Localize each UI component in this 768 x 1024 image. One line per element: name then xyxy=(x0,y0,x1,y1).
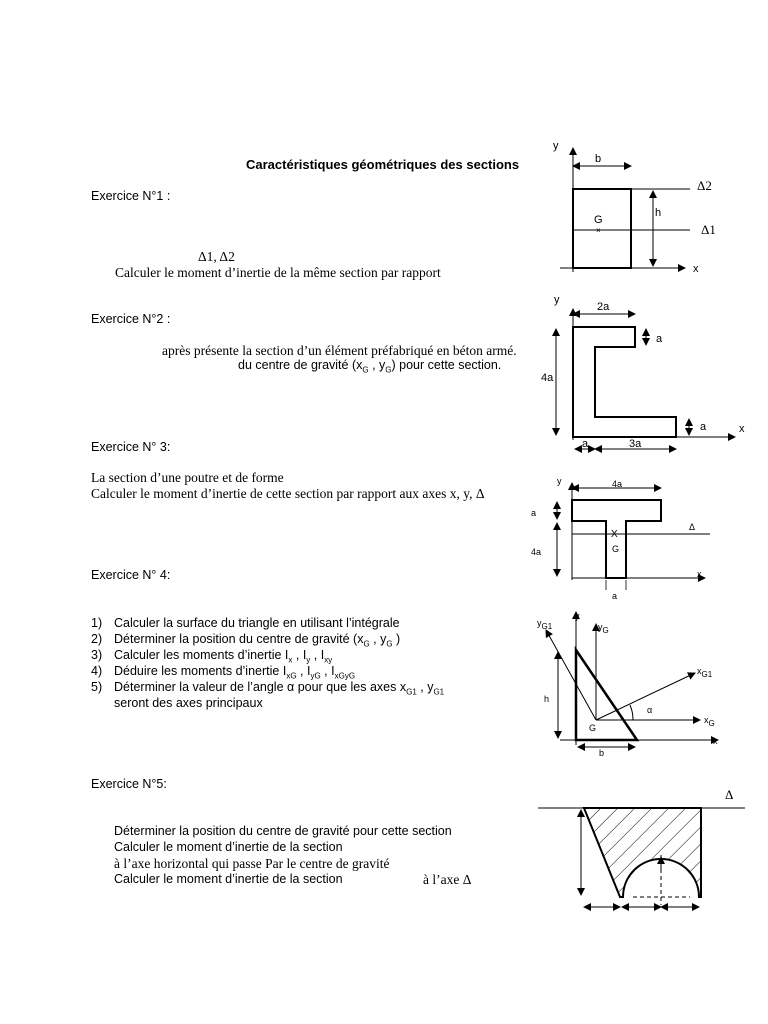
ex2-heading: Exercice N°2 : xyxy=(91,312,171,326)
fig4-xG1-axis xyxy=(596,673,695,720)
fig2-label-a-bot: a xyxy=(700,421,707,433)
fig2-label-3a: 3a xyxy=(629,438,642,450)
fig4-label-yG: $y_G$ xyxy=(598,622,609,635)
fig4-label-yG1: $y_{G1}$ xyxy=(537,618,553,631)
ex5-line4: Calculer le moment d’inertie de la section xyxy=(114,872,343,886)
page-title: Caractéristiques géométriques des sections xyxy=(246,157,520,172)
fig4-label-b: b xyxy=(599,748,605,758)
ex4-item-number: 5) xyxy=(91,680,103,694)
fig3-label-delta: Δ xyxy=(689,522,696,532)
svg-text:×: × xyxy=(596,226,601,235)
fig1-label-b: b xyxy=(595,153,602,165)
fig2-label-a-base: a xyxy=(582,438,589,450)
fig2-c-section xyxy=(556,309,735,449)
ex1-line2: Calculer le moment d’inertie de la même section par rapport xyxy=(115,265,441,280)
fig5-hatched-section xyxy=(538,808,745,907)
fig1-label-h: h xyxy=(655,207,662,219)
fig2-label-x: x xyxy=(739,423,745,435)
fig1-rectangle-section xyxy=(560,148,690,272)
ex4-item-number: 1) xyxy=(91,616,103,630)
fig4-label-xG: $x_G$ xyxy=(704,715,715,728)
fig2-label-2a: 2a xyxy=(597,301,610,313)
fig4-label-x: x xyxy=(713,736,718,746)
fig2-label-4a: 4a xyxy=(541,372,554,384)
fig4-triangle xyxy=(576,650,637,740)
fig3-label-x: x xyxy=(697,569,702,579)
fig4-label-alpha: α xyxy=(647,705,653,715)
fig5-shape xyxy=(584,808,701,897)
fig3-label-a-left: a xyxy=(531,508,537,518)
fig4-label-G: G xyxy=(589,723,597,733)
fig4-label-y: y xyxy=(575,611,580,621)
ex4-item-number: 4) xyxy=(91,664,103,678)
fig1-label-y: y xyxy=(553,140,559,152)
ex2-line2: du centre de gravité ($x_G$ , $y_G$) pour cette section. xyxy=(238,358,502,375)
svg-text:X: X xyxy=(611,529,618,540)
fig1-label-G: G xyxy=(594,214,603,226)
fig4-triangle-section xyxy=(546,612,718,747)
ex4-item-text: Déterminer la valeur de l’angle α pour que les axes $x_{G1}$ , $y_{G1}$ xyxy=(114,680,445,697)
ex4-item-text: Calculer les moments d’inertie $I_x$ , $I_y$ , $I_{xy}$ xyxy=(114,648,333,665)
ex4-heading: Exercice N° 4: xyxy=(91,568,171,582)
fig3-label-a-web: a xyxy=(612,591,618,601)
ex3-line1: La section d’une poutre et de forme xyxy=(91,470,284,485)
fig3-label-4a: 4a xyxy=(612,479,623,489)
ex5-heading: Exercice N°5: xyxy=(91,777,167,791)
fig3-label-G: G xyxy=(612,544,620,554)
fig1-label-delta1: Δ1 xyxy=(701,222,716,237)
fig4-yG1-axis xyxy=(546,630,596,720)
ex4-item-text: Déterminer la position du centre de gravité ($x_G$ , $y_G$ ) xyxy=(114,632,401,649)
ex4-item-text: Calculer la surface du triangle en utilisant l’intégrale xyxy=(114,616,400,630)
fig3-label-y: y xyxy=(557,476,562,486)
fig3-label-4a-left: 4a xyxy=(531,547,542,557)
fig5-label-delta: Δ xyxy=(725,787,734,802)
ex5-line3: à l’axe horizontal qui passe Par le centre de gravité xyxy=(114,856,390,871)
fig2-label-y: y xyxy=(554,294,560,306)
ex5-line1: Déterminer la position du centre de gravité pour cette section xyxy=(114,824,452,838)
ex4-item5-cont: seront des axes principaux xyxy=(114,696,263,710)
fig3-t-section xyxy=(557,483,710,590)
fig4-alpha-arc xyxy=(630,705,633,720)
ex3-line2: Calculer le moment d’inertie de cette section par rapport aux axes x, y, Δ xyxy=(91,486,485,501)
fig1-label-x: x xyxy=(693,263,699,275)
ex5-line4b: à l’axe Δ xyxy=(423,872,472,887)
ex2-line1: après présente la section d’un élément préfabriqué en béton armé. xyxy=(162,343,517,358)
ex4-item-text: Déduire les moments d’inertie $I_{xG}$ , $I_{yG}$ , $I_{xGyG}$ xyxy=(114,664,356,681)
ex5-line2: Calculer le moment d’inertie de la section xyxy=(114,840,343,854)
fig1-label-delta2: Δ2 xyxy=(697,178,712,193)
fig4-label-xG1: $x_{G1}$ xyxy=(697,666,713,679)
ex1-heading: Exercice N°1 : xyxy=(91,189,171,203)
ex4-item-number: 3) xyxy=(91,648,103,662)
ex1-line1: Δ1, Δ2 xyxy=(198,249,235,264)
fig4-label-h: h xyxy=(544,694,550,704)
ex3-heading: Exercice N° 3: xyxy=(91,440,171,454)
ex4-item-number: 2) xyxy=(91,632,103,646)
fig1-rect xyxy=(573,189,631,268)
fig2-label-a-top: a xyxy=(656,333,663,345)
